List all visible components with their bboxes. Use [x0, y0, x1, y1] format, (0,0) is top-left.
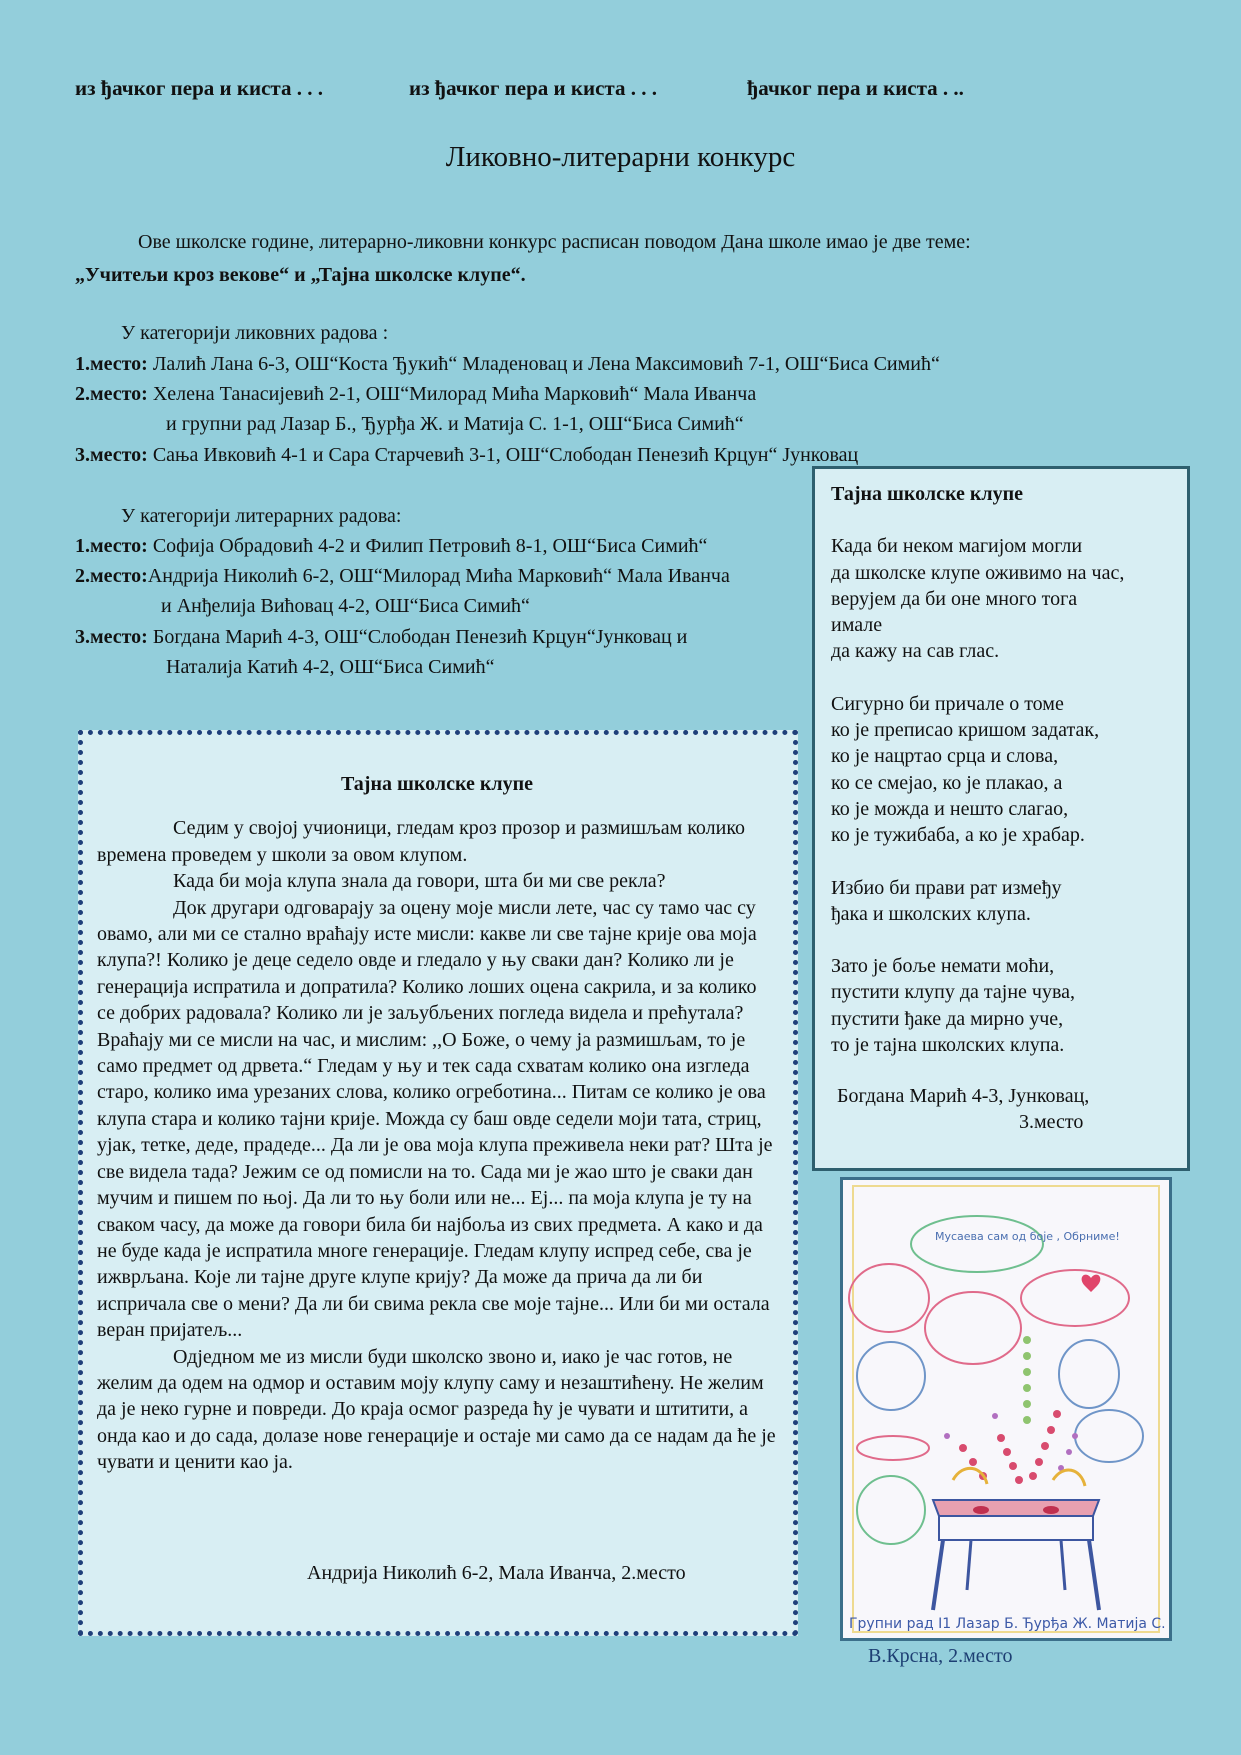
lit-place-2-label: 2.место: — [75, 565, 148, 587]
lit-place-3 — [75, 626, 687, 649]
poem-line: да кажу на сав глас. — [831, 640, 1000, 663]
drawing-signature: Групни рад I1 Лазар Б. Ђурђа Ж. Матија С. — [849, 1616, 1166, 1632]
art-category-heading: У категорији ликовних радова : — [121, 322, 389, 344]
drawing-caption: В.Крсна, 2.место — [868, 1645, 1013, 1667]
lit-place-2-text: Андрија Николић 6-2, ОШ“Милорад Мића Марковић“ Мала Иванча — [147, 565, 730, 587]
page-title: Ликовно-литерарни конкурс — [445, 141, 796, 173]
poem-line: Избио би прави рат између — [831, 876, 1062, 899]
poem-line: верујем да би оне много тога — [831, 587, 1078, 610]
story-paragraph: Када би моја клупа знала да говори, шта би ми све рекла? — [173, 870, 666, 893]
story-paragraph: Док другари одговарају за оцену моје мисли лете, час су тамо час су овамо, али ми се стално враћају исте мисли: какве ли све тајне крије ова моја клупа?! Колико је деце седело овде и гледало у њу сваки дан? Колико ли је генерација испратила и допратила? Колико лоших оцена сакрила, и за колико се добрих радовала? Колико ли је заљубљених погледа видела и прећутала? Враћају ми се мисли на час, и мислим: ,,О Боже, о чему ја размишљам, то је само предмет од дрвета.“ Гледам у њу и тек сада схватам колико она изгледа старо, колико има урезаних слова, колико огреботина... Питам се колико је ова клупа стара и колико тајни крије. Можда су баш овде седели моји тата, стриц, ујак, тетке, деде, прадеде... Да ли је ова моја клупа преживела неки рат? Шта је све видела тада? Јежим се од помисли на то. Сада ми је жао што је сваки дан мучим и пишем по њој. Да ли то њу боли или не... Еј... па моја клупа је ту на сваком часу, да може да говори била би најбоља из свих предмета. А како и да не буде када је испратила многе генерације. Гледам клупу испред себе, сва је ижврљана. Које ли тајне друге клупе крију? Да може да прича да ли би испричала све о мени? Да ли би свима рекла све моје тајне... Или би ми остала веран пријатељ... — [97, 896, 773, 1342]
story-paragraph: Одједном ме из мисли буди школско звоно и, иако је час готов, не желим да одем на одмор и оставим моју клупу саму и незаштићену. Не желим да је неко гурне и повреди. До краја осмог разреда ћу је чувати и штитити, а онда као и до сада, долазе нове генерације и остаје ми само да се надам да ће је чувати и ценити као ја. — [97, 1345, 776, 1474]
poem-body — [831, 481, 1124, 1058]
art-place-2 — [75, 383, 756, 406]
header-strip-text-1: из ђачког пера и киста . . . — [75, 76, 323, 100]
poem-box — [812, 466, 1190, 1171]
poem-title: Тајна школске клупе — [831, 483, 1024, 505]
lit-place-3-cont: Наталија Катић 4-2, ОШ“Биса Симић“ — [166, 656, 495, 678]
poem-line: Сигурно би причале о томе — [831, 692, 1064, 715]
lit-place-1-label: 1.место: — [75, 535, 148, 557]
art-place-2-cont: и групни рад Лазар Б., Ђурђа Ж. и Матија С. 1-1, ОШ“Биса Симић“ — [166, 413, 744, 435]
drawing-bubble-text: Мусаева сам од боје , Обрниме! — [935, 1230, 1120, 1243]
poem-line: то је тајна школских клупа. — [831, 1034, 1065, 1057]
story-box — [78, 730, 798, 1636]
lit-place-3-text: Богдана Марић 4-3, ОШ“Слободан Пенезић Крцун“Јунковац и — [152, 626, 688, 648]
poem-line: имале — [831, 614, 883, 637]
poem-stanza — [831, 875, 1124, 928]
poem-signature-place: 3.место — [1019, 1111, 1084, 1134]
poem-line: Када би неком магијом могли — [831, 535, 1083, 558]
story-body — [97, 771, 777, 1476]
lit-place-3-label: 3.место: — [75, 626, 148, 648]
story-signature: Андрија Николић 6-2, Мала Иванча, 2.место — [307, 1562, 686, 1584]
lit-place-2 — [75, 565, 730, 588]
poem-stanza — [831, 691, 1124, 849]
story-paragraph: Седим у својој учионици, гледам кроз прозор и размишљам колико времена проведем у школи за овом клупом. — [97, 817, 746, 866]
poem-line: ко је тужибаба, а ко је храбар. — [831, 824, 1085, 847]
poem-line: пустити ђаке да мирно уче, — [831, 1007, 1064, 1030]
art-place-2-label: 2.место: — [75, 383, 148, 405]
header-strip-text-3: ђачког пера и киста . .. — [747, 76, 964, 100]
lit-category-heading: У категорији литерарних радова: — [121, 505, 402, 527]
intro-text: Ове школске године, литерарно-ликовни конкурс расписан поводом Дана школе имао је две теме: — [138, 231, 971, 253]
lit-place-2-cont: и Анђелија Вићовац 4-2, ОШ“Биса Симић“ — [161, 595, 530, 617]
poem-line: Зато је боље немати моћи, — [831, 955, 1055, 978]
art-place-1-text: Лалић Лана 6-3, ОШ“Коста Ђукић“ Младеновац и Лена Максимовић 7-1, ОШ“Биса Симић“ — [152, 353, 940, 375]
lit-place-1 — [75, 535, 707, 558]
intro-themes: „Учитељи кроз векове“ и „Тајна школске клупе“. — [75, 264, 526, 286]
poem-line: ко је можда и нешто слагао, — [831, 797, 1069, 820]
poem-line: да школске клупе оживимо на час, — [831, 561, 1125, 584]
art-place-3-text: Сања Ивковић 4-1 и Сара Старчевић 3-1, ОШ“Слободан Пенезић Крцун“ Јунковац — [152, 444, 859, 466]
story-title: Тајна школске клупе — [340, 773, 534, 795]
poem-line: ко је нацртао срца и слова, — [831, 745, 1059, 768]
lit-place-1-text: Софија Обрадовић 4-2 и Филип Петровић 8-1, ОШ“Биса Симић“ — [152, 535, 708, 557]
poem-line: ко се смејао, ко је плакао, а — [831, 771, 1063, 794]
drawing-illustration — [843, 1180, 1169, 1638]
art-place-1 — [75, 353, 940, 376]
art-place-1-label: 1.место: — [75, 353, 148, 375]
art-place-2-text: Хелена Танасијевић 2-1, ОШ“Милорад Мића Марковић“ Мала Иванча — [152, 383, 757, 405]
student-drawing — [840, 1177, 1172, 1641]
poem-stanza — [831, 953, 1124, 1058]
poem-line: ђака и школских клупа. — [831, 902, 1031, 925]
poem-stanza — [831, 533, 1124, 664]
header-strip-text-2: из ђачког пера и киста . . . — [409, 76, 657, 100]
art-place-3-label: 3.место: — [75, 444, 148, 466]
poem-line: ко је преписао кришом задатак, — [831, 719, 1100, 742]
art-place-3 — [75, 444, 858, 467]
poem-signature-name: Богдана Марић 4-3, Јунковац, — [837, 1085, 1090, 1107]
poem-signature — [837, 1083, 1089, 1136]
poem-line: пустити клупу да тајне чува, — [831, 981, 1076, 1004]
